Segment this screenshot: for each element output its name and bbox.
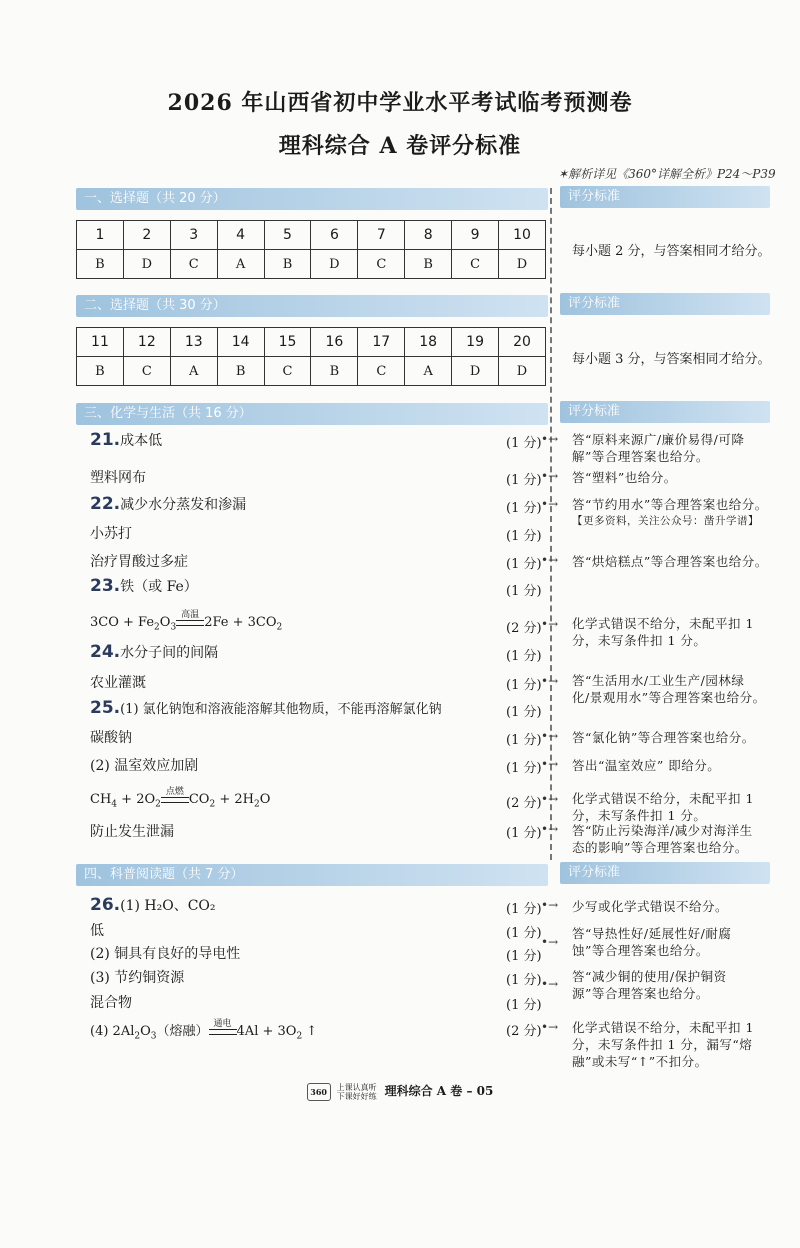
section2-criteria-header: 评分标准 (560, 293, 770, 315)
answer-item (90, 755, 198, 775)
answer-text: (2) 温室效应加剧 (90, 758, 199, 774)
answer-item (90, 992, 132, 1012)
note-line: 分，未写条件扣 1 分。 (572, 633, 707, 648)
question-number: 24. (90, 642, 121, 662)
answer-item (90, 943, 240, 963)
points: (2 分) (506, 796, 542, 811)
criteria-note (572, 469, 677, 486)
section1-criteria-header: 评分标准 (560, 186, 770, 208)
answer-text: 防止发生泄漏 (90, 824, 174, 840)
table-cell: 7 (358, 221, 405, 250)
section2-header: 二、选择题（共 30 分） (76, 295, 548, 317)
page-title: 2026 年山西省初中学业水平考试临考预测卷 (167, 90, 633, 116)
note-line: 化学式错误不给分，未配平扣 1 (572, 616, 754, 631)
section3-header: 三、化学与生活（共 16 分） (76, 403, 548, 425)
chemical-equation: $3CO + Fe_2O_3$ 高温 $2Fe + 3CO_2$ (90, 610, 283, 633)
note-line: 答“原料来源广/廉价易得/可降 (572, 432, 745, 447)
points: (1 分) (506, 678, 542, 693)
condition-text: 通电 (213, 1019, 232, 1029)
points: (1 分) (506, 557, 542, 572)
answer-text: 铁（或 Fe） (120, 579, 198, 595)
points: (1 分) (506, 973, 542, 988)
criteria-note (572, 496, 768, 530)
points: (1 分) (506, 705, 542, 720)
condition-text: 点燃 (165, 787, 184, 797)
arrow-icon: •→ (541, 822, 559, 836)
section1-criterion: 每小题 2 分，与答案相同才给分。 (572, 244, 771, 259)
table-cell: 12 (123, 328, 170, 357)
table-cell: 11 (77, 328, 124, 357)
table-cell: B (77, 357, 124, 386)
table-cell: 13 (170, 328, 217, 357)
arrow-icon: •→ (541, 497, 559, 511)
eq-left: CH (90, 792, 112, 807)
table-cell: 20 (499, 328, 546, 357)
answer-text: (1) 氯化钠饱和溶液能溶解其他物质，不能再溶解氯化钠 (120, 702, 442, 717)
table-cell: 4 (217, 221, 264, 250)
points: (1 分) (506, 584, 542, 599)
question-number: 26. (90, 895, 121, 915)
table-cell: A (217, 250, 264, 279)
note-line: 化学式错误不给分，未配平扣 1 (572, 791, 754, 806)
arrow-icon: •→ (541, 757, 559, 771)
arrow-icon: •→ (541, 792, 559, 806)
note-line: 答“氯化钠”等合理答案也给分。 (572, 730, 755, 745)
points: (1 分) (506, 436, 542, 451)
points: (1 分) (506, 501, 542, 516)
arrow-icon: •→ (541, 674, 559, 688)
criteria-note (572, 790, 754, 824)
note-line: 化/景观用水”等合理答案也给分。 (572, 690, 766, 705)
criteria-note (572, 822, 753, 856)
points: (1 分) (506, 826, 542, 841)
table-cell: B (77, 250, 124, 279)
table-cell: C (358, 250, 405, 279)
note-line: 答“生活用水/工业生产/园林绿 (572, 673, 745, 688)
points: (2 分) (506, 1024, 542, 1039)
points: (1 分) (506, 926, 542, 941)
logo-icon: 360 (307, 1083, 331, 1101)
reaction-condition (209, 1019, 237, 1035)
answer-item (90, 967, 184, 987)
answer-item (90, 727, 132, 747)
reaction-condition (176, 610, 204, 626)
arrow-icon: •→ (541, 617, 559, 631)
table-cell: A (405, 357, 452, 386)
table-cell: B (311, 357, 358, 386)
note-line: 融”或未写“↑”不扣分。 (572, 1054, 708, 1069)
arrow-icon: •→ (541, 1020, 559, 1034)
table-cell: C (264, 357, 311, 386)
answer-item (90, 523, 132, 543)
answer-item (90, 430, 162, 450)
criteria-note (572, 898, 728, 915)
footer-slogan (337, 1083, 377, 1101)
note-line: 答出“温室效应” 即给分。 (572, 758, 721, 773)
eq-right: CO (188, 792, 210, 807)
answer-text: 减少水分蒸发和渗漏 (120, 497, 247, 513)
eq-right: 4Al + 3O (236, 1024, 297, 1039)
reaction-condition (161, 787, 189, 803)
eq-left: 3CO + Fe (90, 615, 155, 630)
table-cell: 8 (405, 221, 452, 250)
note-line: 分，未写条件扣 1 分，漏写“熔 (572, 1037, 753, 1052)
eq-right: 2Fe + 3CO (204, 615, 277, 630)
table-cell: C (123, 357, 170, 386)
arrow-icon: •→ (541, 432, 559, 446)
table-cell: B (264, 250, 311, 279)
question-number: 21. (90, 430, 121, 450)
answer-item (90, 576, 198, 596)
slogan-line: 上课认真听 (336, 1082, 377, 1092)
answer-text: (1) H₂O、CO₂ (120, 898, 216, 914)
answer-text: 混合物 (90, 995, 132, 1011)
answer-text: 水分子间的间隔 (120, 645, 219, 661)
criteria-note (572, 757, 720, 774)
criteria-note (572, 925, 731, 959)
chemical-equation: (4) $2Al_2O_3$（熔融） 通电 $4Al + 3O_2$ ↑ (90, 1019, 318, 1042)
table-cell: 16 (311, 328, 358, 357)
note-line: 少写或化学式错误不给分。 (572, 899, 729, 914)
answer-text: 农业灌溉 (90, 675, 146, 691)
table-cell: D (499, 357, 546, 386)
answer-item (90, 642, 218, 662)
answer-text: (2) 铜具有良好的导电性 (90, 946, 241, 962)
eq-left: (4) 2Al (90, 1024, 135, 1039)
page-footer (0, 1082, 800, 1101)
note-line: 答“减少铜的使用/保护铜资 (572, 969, 727, 984)
table-cell: B (217, 357, 264, 386)
slogan-line: 下课好好练 (336, 1091, 377, 1101)
table-cell: 6 (311, 221, 358, 250)
points: (1 分) (506, 733, 542, 748)
question-number: 23. (90, 576, 121, 596)
answer-item (90, 467, 146, 487)
answer-text: 治疗胃酸过多症 (90, 554, 188, 570)
criteria-note (572, 729, 755, 746)
table-cell: D (123, 250, 170, 279)
section3-criteria-header: 评分标准 (560, 401, 770, 423)
points: (1 分) (506, 529, 542, 544)
note-line: 化学式错误不给分，未配平扣 1 (572, 1020, 754, 1035)
criteria-note (572, 968, 727, 1002)
condition-text: 高温 (181, 610, 200, 620)
section2-answer-table (76, 327, 546, 386)
note-line: 态的影响”等合理答案也给分。 (572, 840, 748, 855)
answer-item (90, 672, 146, 692)
criteria-note (572, 431, 744, 465)
table-cell: B (405, 250, 452, 279)
table-cell: D (311, 250, 358, 279)
arrow-icon: •→ (541, 553, 559, 567)
note-line: 答“节约用水”等合理答案也给分。 (572, 497, 768, 512)
section1-answer-table (76, 220, 546, 279)
note-line: 解”等合理答案也给分。 (572, 449, 709, 464)
points: (1 分) (506, 761, 542, 776)
answer-item (90, 494, 246, 514)
note-line: 答“烘焙糕点”等合理答案也给分。 (572, 554, 768, 569)
question-number: 25. (90, 698, 121, 718)
table-cell: 1 (77, 221, 124, 250)
criteria-note (572, 1019, 754, 1070)
table-cell: D (452, 357, 499, 386)
table-cell: 14 (217, 328, 264, 357)
arrow-icon: •→ (541, 935, 559, 949)
table-cell: 2 (123, 221, 170, 250)
table-cell: C (170, 250, 217, 279)
section1-header: 一、选择题（共 20 分） (76, 188, 548, 210)
table-cell: C (358, 357, 405, 386)
section2-criterion: 每小题 3 分，与答案相同才给分。 (572, 352, 771, 367)
table-cell: A (170, 357, 217, 386)
note-line: 答“塑料”也给分。 (572, 470, 677, 485)
arrow-icon: •→ (541, 469, 559, 483)
table-cell: 9 (452, 221, 499, 250)
reference-note: ✶解析详见《360°详解全析》P24～P39 (558, 167, 776, 181)
question-number: 22. (90, 494, 121, 514)
criteria-note (572, 672, 766, 706)
note-line: 分，未写条件扣 1 分。 (572, 808, 707, 823)
note-line: 源”等合理答案也给分。 (572, 986, 709, 1001)
answer-text: 碳酸钠 (90, 730, 132, 746)
table-cell: 5 (264, 221, 311, 250)
note-line: 蚀”等合理答案也给分。 (572, 943, 709, 958)
points: (1 分) (506, 949, 542, 964)
table-cell: 10 (499, 221, 546, 250)
section4-header: 四、科普阅读题（共 7 分） (76, 864, 548, 886)
answer-text: 塑料网布 (90, 470, 146, 486)
criteria-note (572, 615, 754, 649)
note-line: 答“导热性好/延展性好/耐腐 (572, 926, 732, 941)
chemical-equation: $CH_4 + 2O_2$ 点燃 $CO_2 + 2H_2O$ (90, 787, 271, 810)
table-cell: D (499, 250, 546, 279)
page-subtitle: 理科综合 A 卷评分标准 (278, 133, 522, 159)
answer-item (90, 920, 104, 940)
arrow-icon: •→ (541, 729, 559, 743)
points: (1 分) (506, 649, 542, 664)
points: (1 分) (506, 998, 542, 1013)
table-cell: 3 (170, 221, 217, 250)
table-cell: C (452, 250, 499, 279)
reference-text: 解析详见《360°详解全析》P24～P39 (568, 167, 776, 181)
answer-text: 小苏打 (90, 526, 132, 542)
answer-item (90, 698, 442, 718)
section4-criteria-header: 评分标准 (560, 862, 770, 884)
answer-text: (3) 节约铜资源 (90, 970, 185, 986)
answer-item (90, 551, 188, 571)
table-cell: 15 (264, 328, 311, 357)
note-line: 【更多资料，关注公众号：凿升学谱】 (572, 515, 759, 527)
note-line: 答“防止污染海洋/减少对海洋生 (572, 823, 753, 838)
arrow-icon: •→ (541, 898, 559, 912)
points: (2 分) (506, 621, 542, 636)
answer-text: 成本低 (120, 433, 163, 449)
table-cell: 18 (405, 328, 452, 357)
criteria-note (572, 553, 768, 570)
table-cell: 19 (452, 328, 499, 357)
points: (1 分) (506, 473, 542, 488)
arrow-icon: •→ (541, 977, 559, 991)
eq-mid: （熔融） (156, 1024, 209, 1039)
answer-item (90, 895, 216, 915)
points: (1 分) (506, 902, 542, 917)
table-cell: 17 (358, 328, 405, 357)
footer-page-label: 理科综合 A 卷 – 05 (384, 1084, 494, 1098)
answer-item (90, 821, 174, 841)
answer-text: 低 (90, 923, 104, 939)
